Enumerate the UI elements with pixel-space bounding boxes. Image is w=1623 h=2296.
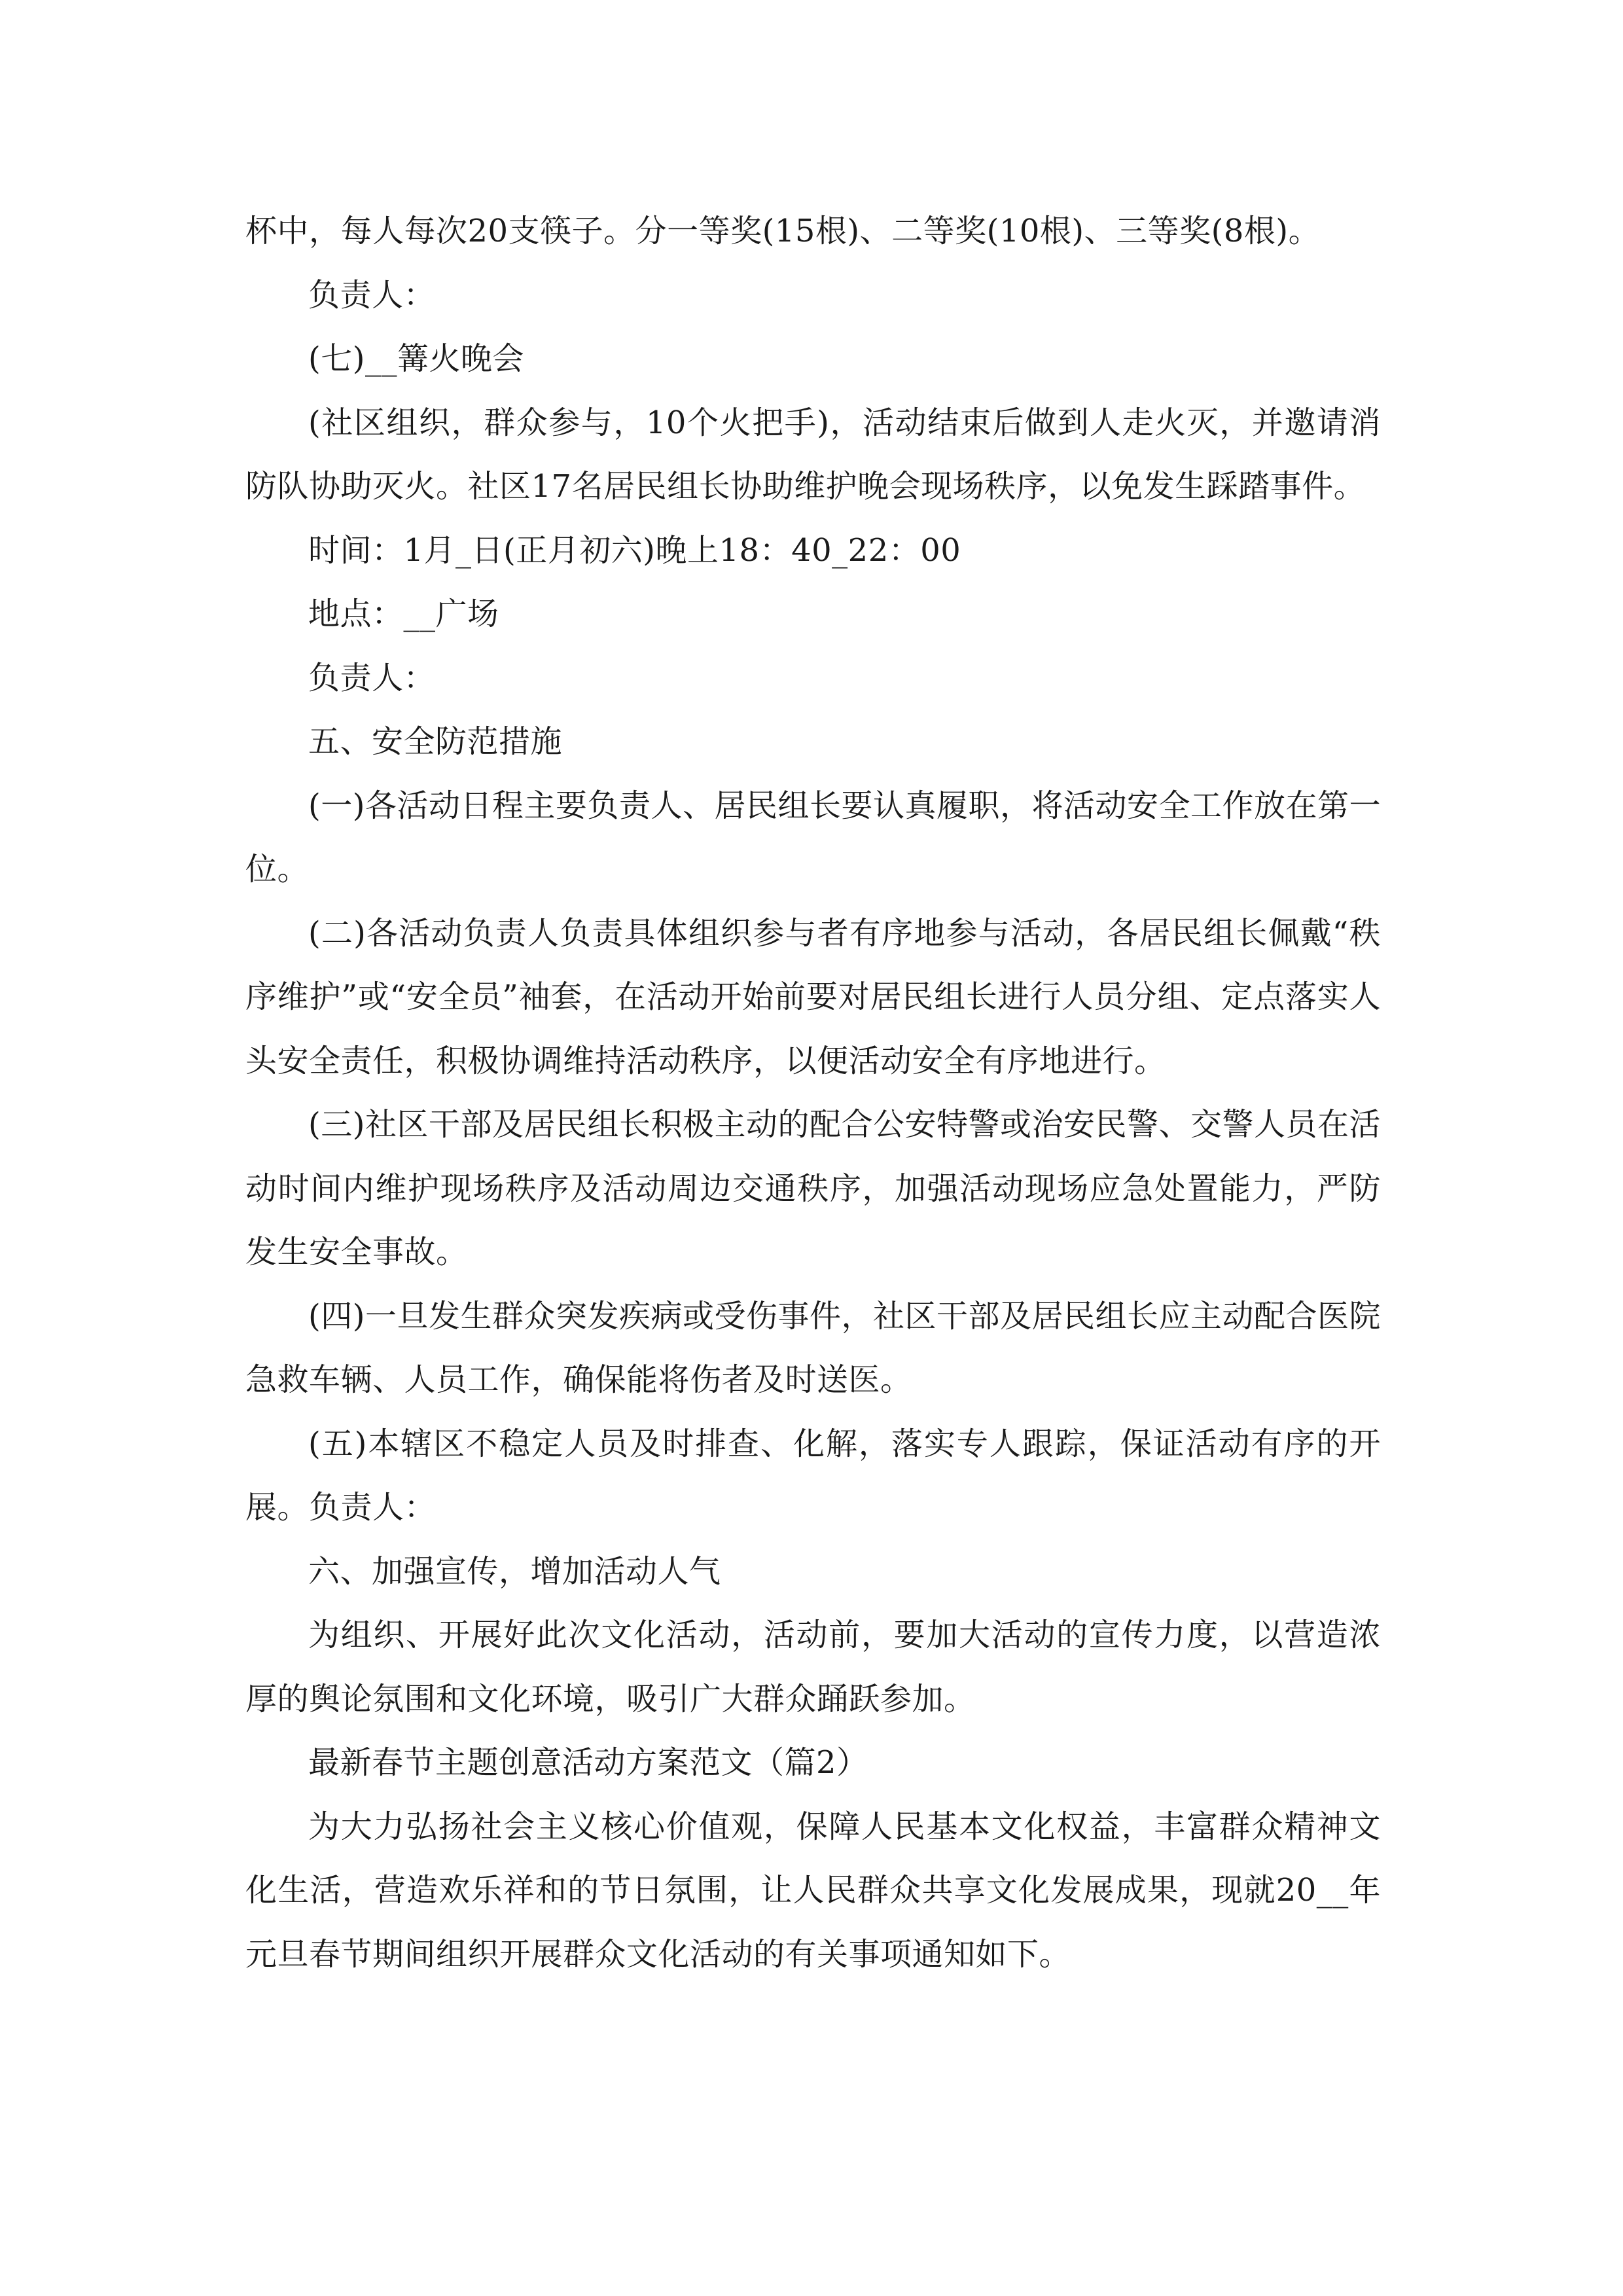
paragraph-time: 时间：1月_日(正月初六)晚上18：40_22：00 xyxy=(308,531,961,569)
section-heading-bonfire-party: (七)__篝火晚会 xyxy=(308,340,524,377)
paragraph-bonfire-description: (社区组织，群众参与，10个火把手)，活动结束后做到人走火灭，并邀请消防队协助灭火。社区17名居民组长协助维护晚会现场秩序，以免发生踩踏事件。 xyxy=(245,404,1381,505)
section-heading-publicity: 六、加强宣传，增加活动人气 xyxy=(308,1552,721,1590)
paragraph-safety-4: (四)一旦发生群众突发疾病或受伤事件，社区干部及居民组长应主动配合医院急救车辆、人员工作，确保能将伤者及时送医。 xyxy=(245,1297,1381,1398)
paragraph-safety-1: (一)各活动日程主要负责人、居民组长要认真履职，将活动安全工作放在第一位。 xyxy=(245,787,1381,888)
article-title-part-2: 最新春节主题创意活动方案范文（篇2） xyxy=(308,1744,868,1781)
paragraph-location: 地点：__广场 xyxy=(308,596,499,632)
paragraph-responsible-person: 负责人： xyxy=(308,659,436,696)
paragraph-responsible-person: 负责人： xyxy=(308,276,436,314)
paragraph-part-2-intro: 为大力弘扬社会主义核心价值观，保障人民基本文化权益，丰富群众精神文化生活，营造欢乐祥和的节日氛围，让人民群众共享文化发展成果，现就20__年元旦春节期间组织开展群众文化活动的有关事项通知如下。 xyxy=(245,1808,1381,1973)
document-page xyxy=(245,200,1381,1986)
paragraph-safety-5: (五)本辖区不稳定人员及时排查、化解，落实专人跟踪，保证活动有序的开展。负责人： xyxy=(245,1425,1381,1526)
paragraph-publicity: 为组织、开展好此次文化活动，活动前，要加大活动的宣传力度，以营造浓厚的舆论氛围和文化环境，吸引广大群众踊跃参加。 xyxy=(245,1617,1381,1717)
paragraph-safety-2: (二)各活动负责人负责具体组织参与者有序地参与活动，各居民组长佩戴“秩序维护”或“安全员”袖套，在活动开始前要对居民组长进行人员分组、定点落实人头安全责任，积极协调维持活动秩序，以便活动安全有序地进行。 xyxy=(245,914,1381,1079)
section-heading-safety-measures: 五、安全防范措施 xyxy=(308,723,563,760)
paragraph-continuation-prizes: 杯中，每人每次20支筷子。分一等奖(15根)、二等奖(10根)、三等奖(8根)。 xyxy=(245,213,1321,249)
paragraph-safety-3: (三)社区干部及居民组长积极主动的配合公安特警或治安民警、交警人员在活动时间内维护现场秩序及活动周边交通秩序，加强活动现场应急处置能力，严防发生安全事故。 xyxy=(245,1106,1381,1270)
